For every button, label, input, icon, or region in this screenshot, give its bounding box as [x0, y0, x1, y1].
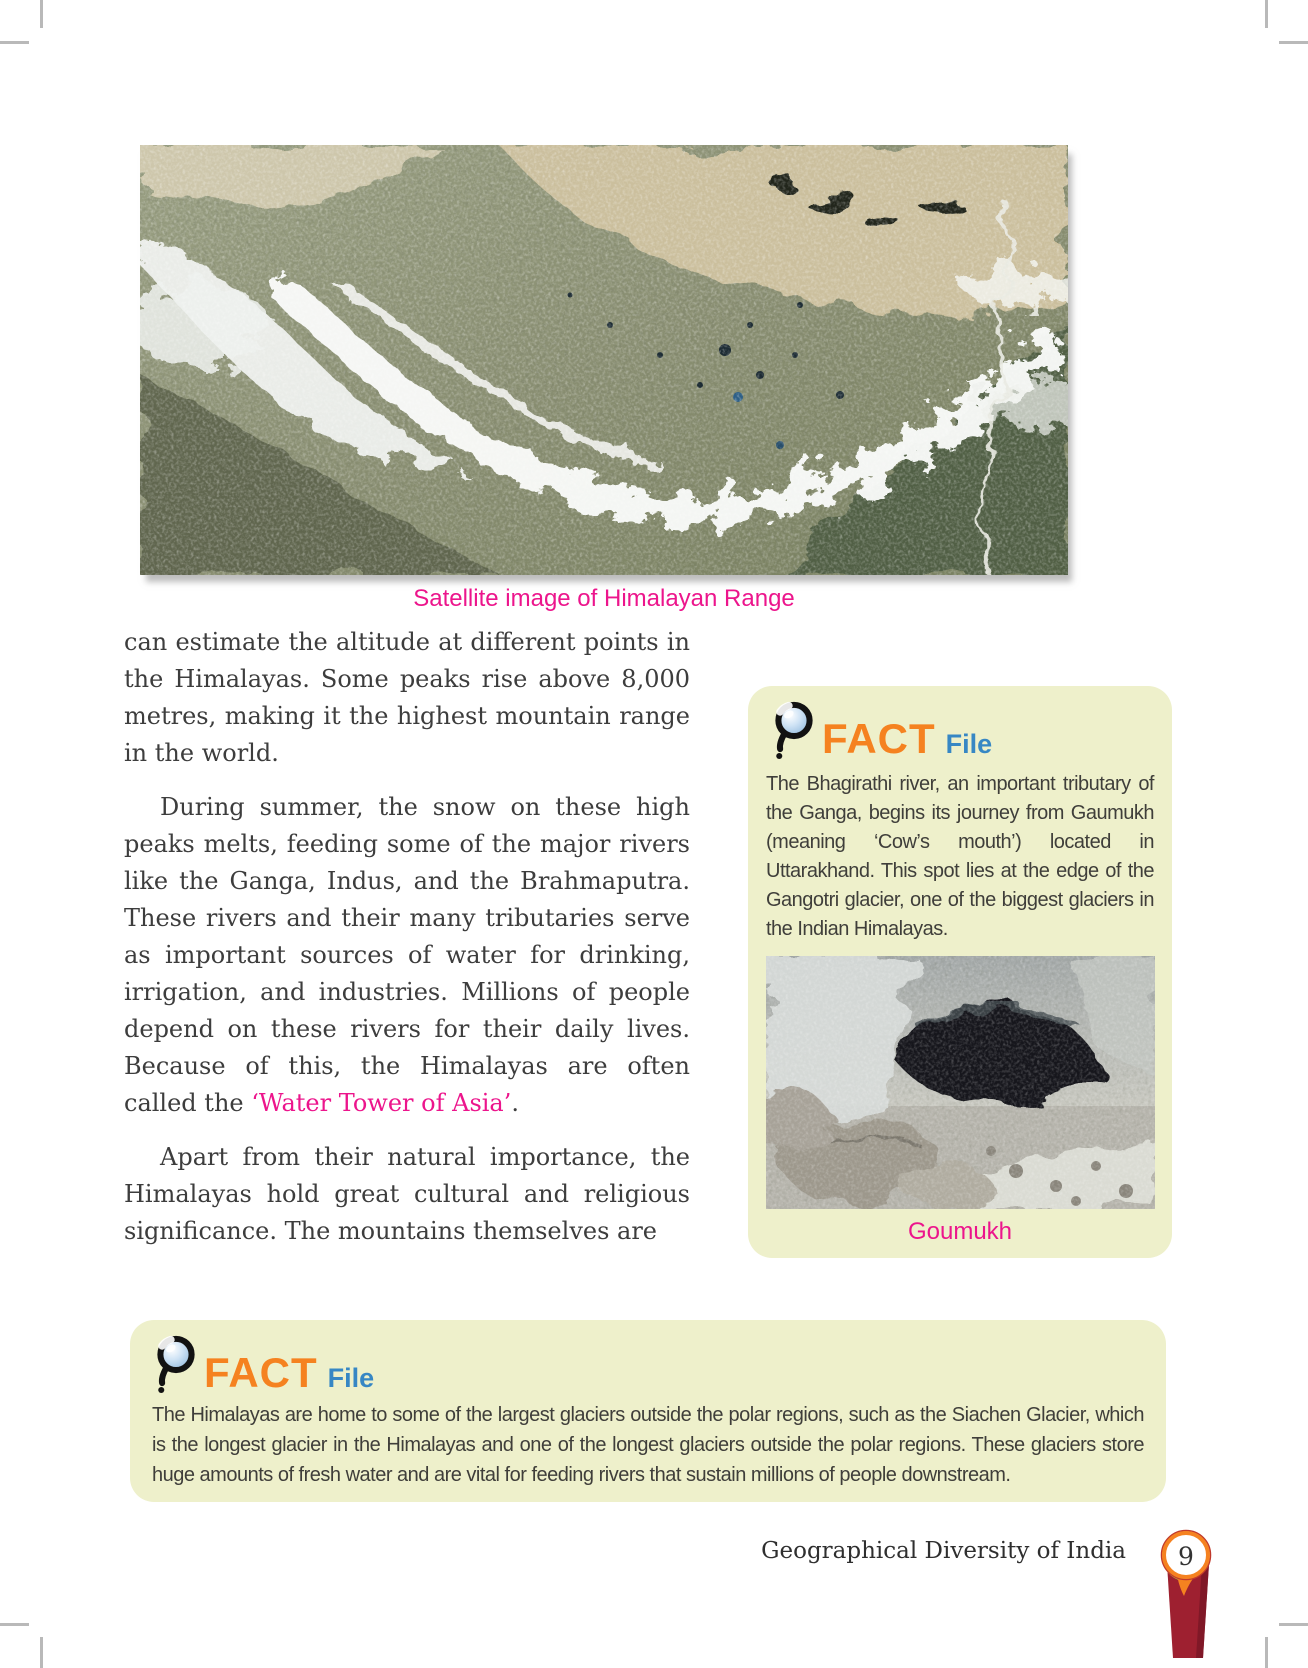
paragraph-text: During summer, the snow on these high peaks melts, feeding some of the major rivers like the Ganga, Indus, and the Brahmaputra. These rivers and their many tributaries serve as important sources of water for drinking, irrigation, and industries. Millions of people depend on these rivers for their daily lives. Because of this, the Himalayas are often called the: [124, 793, 690, 1117]
goumukh-caption: Goumukh: [907, 1218, 1013, 1245]
satellite-image-caption: Satellite image of Himalayan Range: [413, 585, 795, 612]
crop-mark: [1279, 41, 1308, 44]
crop-mark: [0, 1623, 29, 1626]
magnifier-icon: [150, 1334, 202, 1394]
crop-mark: [1265, 0, 1268, 28]
fact-file-box-bottom: [130, 1320, 1166, 1502]
fact-file-header: [130, 1320, 1166, 1394]
paragraph: can estimate the altitude at different points in the Himalayas. Some peaks rise above 8,000 metres, making it the highest mountain range in the world.: [124, 628, 690, 767]
crop-mark: [1265, 1637, 1268, 1668]
crop-mark: [0, 41, 29, 44]
fact-subtitle: File: [945, 729, 993, 759]
highlight-water-tower: ‘Water Tower of Asia’: [251, 1089, 512, 1117]
body-text-column: [124, 624, 690, 1267]
crop-mark: [40, 0, 43, 28]
goumukh-photo: [766, 956, 1155, 1209]
paragraph: [124, 789, 690, 1122]
fact-title: FACT: [204, 1349, 318, 1396]
fact-file-header: [748, 686, 1172, 760]
paragraph-text: .: [511, 1089, 520, 1117]
crop-mark: [1279, 1623, 1308, 1626]
crop-mark: [40, 1637, 43, 1668]
fact-title: FACT: [822, 715, 936, 762]
page-number: 9: [1178, 1542, 1194, 1571]
footer-chapter-title: Geographical Diversity of India: [761, 1538, 1126, 1564]
fact-subtitle: File: [327, 1363, 375, 1393]
satellite-image: [140, 145, 1068, 575]
magnifier-icon: [768, 700, 820, 760]
paragraph: Apart from their natural importance, the Himalayas hold great cultural and religious significance. The mountains themselves are: [124, 1143, 690, 1245]
fact-text: The Himalayas are home to some of the largest glaciers outside the polar regions, such as the Siachen Glacier, which is the longest glacier in the Himalayas and one of the longest glaciers outside the polar regions. These glaciers store huge amounts of fresh water and are vital for feeding rivers that sustain millions of people downstream.: [152, 1404, 1144, 1486]
fact-text: The Bhagirathi river, an important tributary of the Ganga, begins its journey from Gaumukh (meaning ‘Cow’s mouth’) located in Uttarakhand. This spot lies at the edge of the Gangotri glacier, one of the biggest glaciers in the Indian Himalayas.: [766, 773, 1154, 940]
fact-file-box-side: [748, 686, 1172, 1258]
